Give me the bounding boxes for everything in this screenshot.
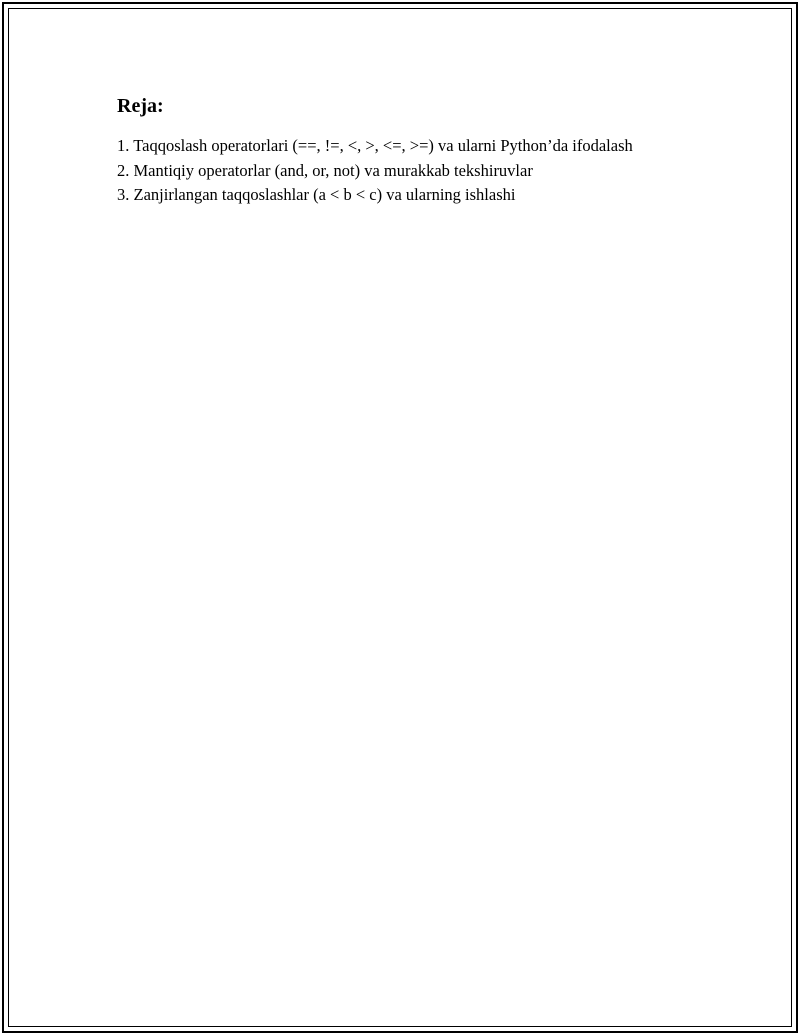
plan-heading: Reja: [117, 95, 164, 117]
plan-item-2: 2. Mantiqiy operatorlar (and, or, not) va murakkab tekshiruvlar [117, 160, 533, 180]
plan-list [117, 134, 657, 208]
plan-item-1: 1. Taqqoslash operatorlari (==, !=, <, >, <=, >=) va ularni Python’da ifodalash [117, 136, 633, 155]
plan-item-3: 3. Zanjirlangan taqqoslashlar (a < b < c) va ularning ishlashi [117, 185, 516, 204]
document-body [117, 92, 657, 208]
